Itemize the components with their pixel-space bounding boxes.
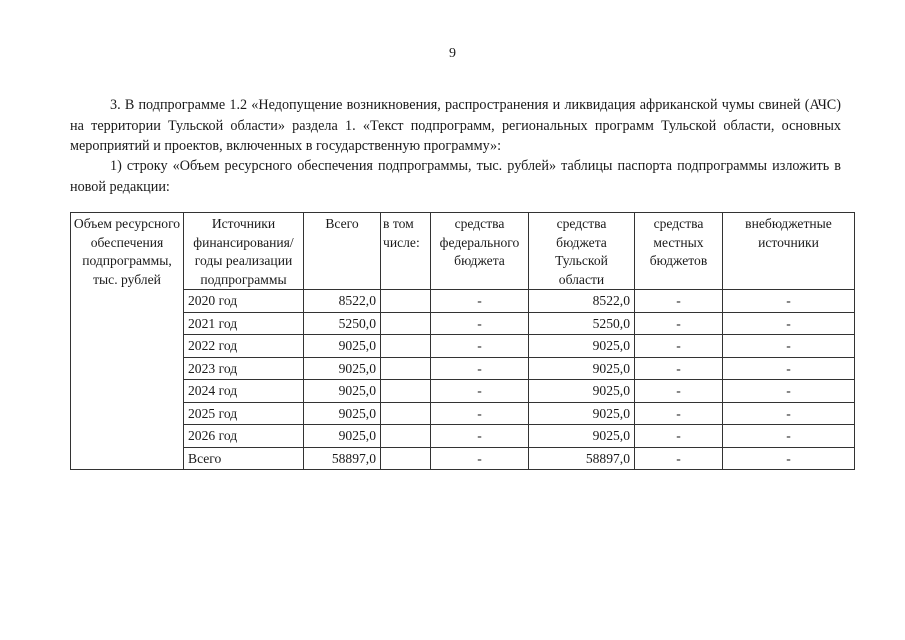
header-federal: средства федерального бюджета [431,213,529,290]
extrabudgetary-cell: - [723,447,855,470]
regional-cell: 9025,0 [529,380,635,403]
federal-cell: - [431,290,529,313]
extrabudgetary-cell: - [723,402,855,425]
table-row [71,380,855,403]
year-cell: 2023 год [184,357,304,380]
local-cell: - [635,447,723,470]
table-row [71,447,855,470]
year-cell: 2020 год [184,290,304,313]
year-cell: 2022 год [184,335,304,358]
including-cell [381,312,431,335]
paragraph-amendment: 3. В подпрограмме 1.2 «Недопущение возникновения, распространения и ликвидация африканской чумы свиней (АЧС) на территории Тульской области» раздела 1. «Текст подпрограмм, региональных программ Тульской области, основных мероприятий и проектов, включенных в государственную программу»: [70,97,841,154]
regional-cell: 58897,0 [529,447,635,470]
including-cell [381,357,431,380]
table-row [71,425,855,448]
extrabudgetary-cell: - [723,290,855,313]
header-local: средства местных бюджетов [635,213,723,290]
header-sources: Источники финансирования/ годы реализации подпрограммы [184,213,304,290]
local-cell: - [635,312,723,335]
row-label: Объем ресурсного обеспечения подпрограммы, тыс. рублей [71,213,184,470]
federal-cell: - [431,357,529,380]
regional-cell: 9025,0 [529,402,635,425]
including-cell [381,402,431,425]
table-row [71,402,855,425]
total-cell: 5250,0 [304,312,381,335]
regional-cell: 9025,0 [529,335,635,358]
local-cell: - [635,335,723,358]
total-cell: 9025,0 [304,425,381,448]
local-cell: - [635,357,723,380]
extrabudgetary-cell: - [723,425,855,448]
local-cell: - [635,290,723,313]
local-cell: - [635,425,723,448]
page-number: 9 [449,46,456,61]
table-row [71,312,855,335]
local-cell: - [635,402,723,425]
regional-cell: 9025,0 [529,357,635,380]
extrabudgetary-cell: - [723,357,855,380]
federal-cell: - [431,335,529,358]
table-row [71,357,855,380]
year-cell: Всего [184,447,304,470]
total-cell: 58897,0 [304,447,381,470]
table-row [71,335,855,358]
regional-cell: 9025,0 [529,425,635,448]
header-regional: средства бюджета Тульской области [529,213,635,290]
paragraph-instruction: 1) строку «Объем ресурсного обеспечения подпрограммы, тыс. рублей» таблицы паспорта подпрограммы изложить в новой редакции: [70,158,841,195]
total-cell: 9025,0 [304,335,381,358]
including-cell [381,447,431,470]
extrabudgetary-cell: - [723,312,855,335]
extrabudgetary-cell: - [723,335,855,358]
total-cell: 9025,0 [304,402,381,425]
federal-cell: - [431,425,529,448]
year-cell: 2026 год [184,425,304,448]
regional-cell: 5250,0 [529,312,635,335]
year-cell: 2021 год [184,312,304,335]
extrabudgetary-cell: - [723,380,855,403]
total-cell: 9025,0 [304,380,381,403]
header-total: Всего [304,213,381,290]
federal-cell: - [431,447,529,470]
year-cell: 2024 год [184,380,304,403]
total-cell: 9025,0 [304,357,381,380]
year-cell: 2025 год [184,402,304,425]
regional-cell: 8522,0 [529,290,635,313]
table-header-row [71,213,855,290]
federal-cell: - [431,380,529,403]
federal-cell: - [431,402,529,425]
header-including: в том числе: [381,213,431,290]
including-cell [381,290,431,313]
header-extrabudgetary: внебюджетные источники [723,213,855,290]
including-cell [381,425,431,448]
total-cell: 8522,0 [304,290,381,313]
resource-table [70,212,855,470]
including-cell [381,335,431,358]
federal-cell: - [431,312,529,335]
including-cell [381,380,431,403]
table-row [71,290,855,313]
local-cell: - [635,380,723,403]
